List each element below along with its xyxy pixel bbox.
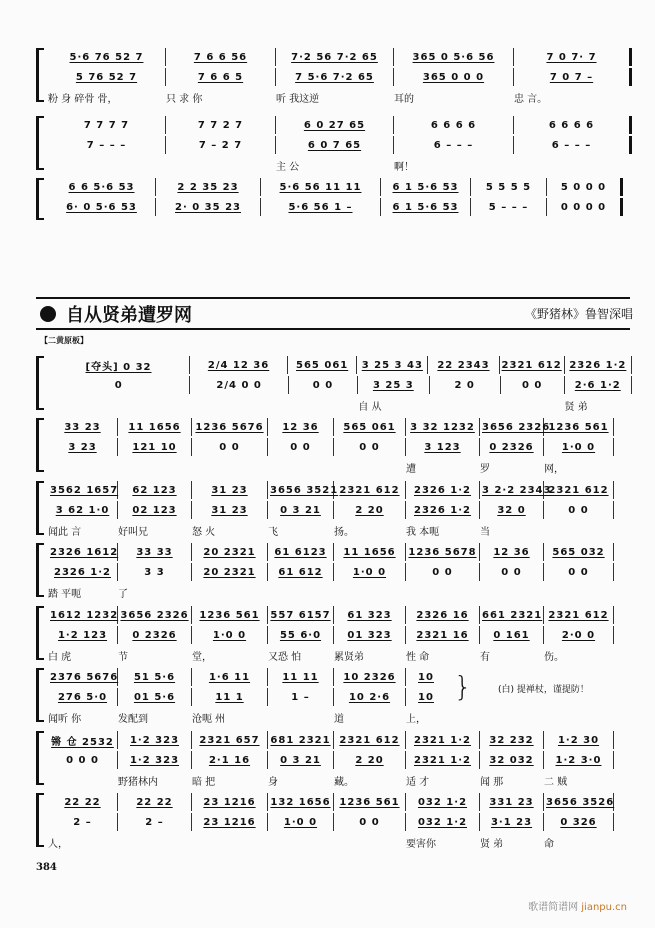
measure: 11 1656 [334,543,406,561]
lyric [268,460,334,474]
system-bracket [36,481,44,535]
measure: 55 6·0 [268,626,334,644]
measure: 0 0 [289,376,358,394]
bullet-icon [40,306,56,322]
score-system-3 [36,481,632,541]
system-bracket [36,48,44,102]
song-title [40,301,192,327]
measure: 2 20 [334,501,406,519]
measure: 661 2321 [480,606,544,624]
measure: 5 76 52 7 [48,68,166,86]
measure: 6 6 5·6 53 [48,178,156,196]
lyric: 闻听 你 [48,714,82,725]
measure: 6 – – – [514,136,632,154]
measure: 2326 1612 [48,543,118,561]
measure: 0 0 [544,563,614,581]
score-system-6 [36,668,632,728]
measure: 1 – [268,688,334,706]
measure: 3656 2326 [480,418,544,436]
measure: 3 3 [118,563,192,581]
measure: 7 0 7· 7 [514,48,632,66]
measure: 2326 1·2 [406,501,480,519]
lyric: 闻 那 [480,777,504,788]
lyric: 只 求 你 [166,94,203,105]
measure: 3 32 1232 [406,418,480,436]
measure: 3656 2326 [118,606,192,624]
measure: 0 0 0 0 [547,198,623,216]
measure: 565 061 [288,356,357,374]
measure: 2326 1·2 [565,356,632,374]
measure: 565 061 [334,418,406,436]
spoken-line: (白) 提禅杖，谨提防！ [498,685,589,695]
measure: 0 0 [268,438,334,456]
measure: 7 7 2 7 [166,116,276,134]
lyric [268,835,334,849]
measure: 3 23 [48,438,118,456]
lyric [192,835,268,849]
measure: 5·6 56 1 – [261,198,381,216]
measure: 1612 1232 [48,606,118,624]
measure: 2 20 [334,751,406,769]
lyric: 性 命 [406,652,430,663]
lyric [334,835,406,849]
lyric [118,835,192,849]
measure: 1·2 323 [118,751,192,769]
measure: 2326 16 [406,606,480,624]
measure: 7 6 6 56 [166,48,276,66]
measure: 51 5·6 [118,668,192,686]
lyric [268,710,334,724]
lyric: 人， [48,839,68,850]
measure: 3·1 23 [480,813,544,831]
system-bracket [36,668,44,722]
lyric: 踏 平呃 [48,589,82,600]
lyric [191,398,289,412]
measure: 2376 5676 [48,668,118,686]
measure: 2 2 35 23 [156,178,261,196]
lyric: 罗 [480,464,490,475]
lyric: 伤。 [544,652,564,663]
measure: 2326 1·2 [48,563,118,581]
measure: 0 0 [192,438,268,456]
lyric: 怒 火 [192,527,216,538]
measure: 1·0 0 [334,563,406,581]
song-credit: 《野猪林》鲁智深唱 [524,307,633,321]
system-bracket [36,178,44,220]
lyric: 道 [334,714,344,725]
measure: 2321 612 [334,481,406,499]
lyric: 贤 弟 [564,402,588,413]
measure: 2321 1·2 [406,751,480,769]
measure: 3 123 [406,438,480,456]
measure: 61 612 [268,563,334,581]
measure: 0 0 [334,438,406,456]
lyric: 我 本呃 [406,527,440,538]
measure: 565 032 [544,543,614,561]
score-system-top-1 [36,48,632,108]
song-title-text: 自从贤弟遭罗网 [66,305,192,326]
lyric [48,773,118,787]
lyric [118,460,192,474]
measure: 2321 612 [500,356,565,374]
measure: 3 62 1·0 [48,501,118,519]
measure: 132 1656 [268,793,334,811]
measure: 7·2 56 7·2 65 [276,48,394,66]
score-system-4 [36,543,632,603]
measure: 10 2326 [334,668,406,686]
lyric [48,460,118,474]
measure: 7 – 2 7 [166,136,276,154]
watermark-url: jianpu.cn [581,902,627,913]
lyric [48,158,166,172]
measure: 121 10 [118,438,192,456]
measure: 6 6 6 6 [394,116,514,134]
measure: 31 23 [192,481,268,499]
measure: 1·0 0 [268,813,334,831]
measure: 6· 0 5·6 53 [48,198,156,216]
measure: 23 1216 [192,793,268,811]
measure: 32 032 [480,751,544,769]
measure: 0 2326 [118,626,192,644]
measure: 1·0 0 [192,626,268,644]
measure: 1236 561 [334,793,406,811]
measure: 557 6157 [268,606,334,624]
measure: 1·2 323 [118,731,192,749]
measure: 1·2 3·0 [544,751,614,769]
lyric: 适 才 [406,777,430,788]
measure: 01 5·6 [118,688,192,706]
measure: 7 7 7 7 [48,116,166,134]
measure: 2321 612 [334,731,406,749]
measure: 33 33 [118,543,192,561]
measure: 0 0 [544,501,614,519]
measure: 2 0 [430,376,501,394]
score-system-top-3 [36,178,632,226]
measure: 1·6 11 [192,668,268,686]
lyric: 网， [544,464,564,475]
lyric: 命 [544,839,554,850]
measure: 锵 仓 2532 [48,731,118,749]
lyric [334,460,406,474]
measure: 0 161 [480,626,544,644]
lyric [192,460,268,474]
measure: 10 [418,671,434,683]
measure: 331 23 [480,793,544,811]
measure: 32 232 [480,731,544,749]
measure: 1236 561 [192,606,268,624]
measure: 10 2·6 [334,688,406,706]
measure: 1236 561 [544,418,614,436]
lyric: 堂， [192,652,212,663]
measure: 2· 0 35 23 [156,198,261,216]
measure: 20 2321 [192,563,268,581]
lyric: 好叫兄 [118,527,148,538]
lyric: 粉 身 碎骨 骨， [48,94,118,105]
brace-icon: } [454,670,472,703]
measure: 6 0 7 65 [276,136,394,154]
lyric: 耳的 [394,94,414,105]
lyric [289,398,358,412]
lyric [166,158,276,172]
tempo-marking: 【二黄原板】 [40,336,88,345]
measure: 3 25 3 43 [357,356,428,374]
measure: 12 36 [480,543,544,561]
measure: 0 [48,376,190,394]
page-number: 384 [36,862,57,873]
lyric: 上， [406,714,426,725]
lyric: 扬。 [334,527,354,538]
lyric: 了 [118,589,128,600]
score-system-5 [36,606,632,666]
measure: 2321 612 [544,481,614,499]
measure: 2/4 0 0 [190,376,288,394]
lyric: 主 公 [276,162,300,173]
measure: 032 1·2 [406,793,480,811]
score-system-top-2 [36,116,632,176]
measure: 62 123 [118,481,192,499]
measure: 61 323 [334,606,406,624]
measure: 2321 16 [406,626,480,644]
lyric [430,398,501,412]
measure: 5·6 56 11 11 [261,178,381,196]
measure: 2/4 12 36 [190,356,288,374]
watermark [528,898,627,913]
lyric: 累贤弟 [334,652,364,663]
measure: 02 123 [118,501,192,519]
measure: 2321 657 [192,731,268,749]
system-bracket [36,356,44,410]
measure: 2326 1·2 [406,481,480,499]
measure: 7 0 7 – [514,68,632,86]
measure: 61 6123 [268,543,334,561]
measure: 3562 1657 [48,481,118,499]
lyric: 忠 言。 [514,94,548,105]
measure: 2·1 16 [192,751,268,769]
measure: 20 2321 [192,543,268,561]
measure: 6 6 6 6 [514,116,632,134]
measure: 6 0 27 65 [276,116,394,134]
measure: 3656 3521 [268,481,334,499]
title-rule-top [36,297,630,299]
measure: 5 5 5 5 [471,178,547,196]
score-system-1 [36,356,632,416]
measure: 1236 5676 [192,418,268,436]
measure: 0 326 [544,813,614,831]
measure: 1·2 123 [48,626,118,644]
lyric: 闻此 言 [48,527,82,538]
measure: 0 0 [406,563,480,581]
measure: 11 11 [268,668,334,686]
lyric: 要害你 [406,839,436,850]
score-system-2 [36,418,632,478]
lyric: 二 贼 [544,777,568,788]
measure: 0 0 [334,813,406,831]
measure: 12 36 [268,418,334,436]
measure: 1236 5678 [406,543,480,561]
measure: 7 6 6 5 [166,68,276,86]
title-rule-bottom [36,328,630,330]
measure: 6 – – – [394,136,514,154]
system-bracket [36,418,44,472]
measure: 10 [418,691,434,703]
lyric: 暗 把 [192,777,216,788]
lyric: 发配到 [118,714,148,725]
measure: 23 1216 [192,813,268,831]
measure: 6 1 5·6 53 [381,178,471,196]
system-bracket [36,606,44,660]
lyric: 藏。 [334,777,354,788]
lyric [514,158,632,172]
measure: 11 1656 [118,418,192,436]
lyric [48,398,191,412]
measure: 3 25 3 [358,376,429,394]
measure: 2·6 1·2 [565,376,633,394]
measure: 22 22 [118,793,192,811]
lyric: 自 从 [358,402,382,413]
measure: 6 1 5·6 53 [381,198,471,216]
measure: 2 – [118,813,192,831]
measure: 3656 3526 [544,793,614,811]
measure: 0 3 21 [268,751,334,769]
lyric: 野猪林内 [118,777,158,788]
measure: 2321 1·2 [406,731,480,749]
measure: 1·0 0 [544,438,614,456]
measure: 2 – [48,813,118,831]
system-bracket [36,793,44,847]
system-bracket [36,731,44,785]
lyric: 贤 弟 [480,839,504,850]
measure: 276 5·0 [48,688,118,706]
lyric: 身 [268,777,278,788]
watermark-cn: 歌谱简谱网 [528,902,579,913]
measure: 1·2 30 [544,731,614,749]
lyric [544,523,614,537]
lyric: 当 [480,527,490,538]
lyric: 遭 [406,464,416,475]
measure: 3 2·2 2343 [480,481,544,499]
measure: 2321 612 [544,606,614,624]
measure: 0 0 [480,563,544,581]
measure: 7 – – – [48,136,166,154]
measure: 31 23 [192,501,268,519]
score-system-8 [36,793,632,853]
lyric: 有 [480,652,490,663]
lyric: 啊！ [394,162,414,173]
measure: 22 22 [48,793,118,811]
measure: [夺头] 0 32 [48,356,190,374]
measure: 01 323 [334,626,406,644]
measure: 22 2343 [428,356,499,374]
measure: 032 1·2 [406,813,480,831]
lyric: 听 我这逆 [276,94,320,105]
system-bracket [36,116,44,170]
measure: 681 2321 [268,731,334,749]
measure: 5 – – – [471,198,547,216]
measure: 365 0 5·6 56 [394,48,514,66]
lyric: 沧呃 州 [192,714,226,725]
measure: 11 1 [192,688,268,706]
lyric: 飞 [268,527,278,538]
measure: 32 0 [480,501,544,519]
lyric: 节 [118,652,128,663]
score-system-7 [36,731,632,791]
lyric [501,398,565,412]
measure: 2·0 0 [544,626,614,644]
lyric: 白 虎 [48,652,72,663]
measure: 0 0 0 [48,751,118,769]
measure: 7 5·6 7·2 65 [276,68,394,86]
measure: 5·6 76 52 7 [48,48,166,66]
measure: 0 2326 [480,438,544,456]
measure: 365 0 0 0 [394,68,514,86]
lyric: 又恐 怕 [268,652,302,663]
measure: 0 0 [501,376,565,394]
measure: 0 3 21 [268,501,334,519]
system-bracket [36,543,44,597]
measure: 33 23 [48,418,118,436]
measure: 5 0 0 0 [547,178,623,196]
